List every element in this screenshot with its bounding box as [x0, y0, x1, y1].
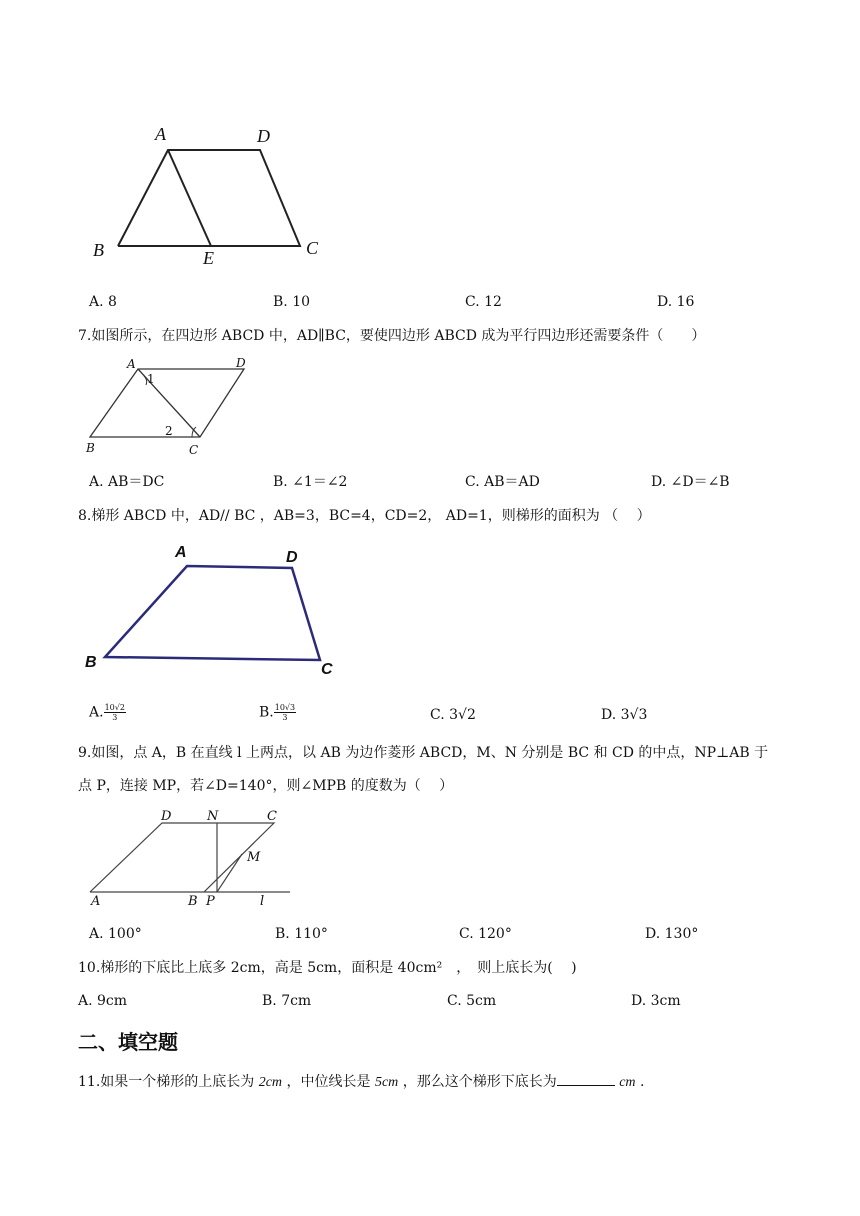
q8-option-b-numerator: 10√3: [274, 703, 296, 712]
q9-question-line1: 9.如图，点 A，B 在直线 l 上两点，以 AB 为边作菱形 ABCD，M、N 分别是 BC 和 CD 的中点，NP⊥AB 于: [78, 745, 769, 761]
q8-option-c: C. 3√2: [430, 707, 476, 723]
figure-q7: [84, 356, 264, 460]
fig8-label-b: B: [85, 654, 97, 671]
q6-option-a: A. 8: [89, 294, 117, 310]
q6-option-b: B. 10: [273, 294, 311, 310]
q8-option-b-prefix: B.: [259, 704, 274, 721]
q11-question: [78, 1071, 644, 1092]
fig9-label-b: B: [188, 894, 198, 909]
q7-option-b: B. ∠1＝∠2: [273, 474, 348, 490]
fig8-trapezoid: [105, 566, 320, 660]
fig9-label-c: C: [267, 809, 277, 824]
q7-option-c: C. AB＝AD: [465, 474, 540, 490]
q8-option-b-denominator: 3: [282, 713, 288, 722]
q8-option-a: [89, 703, 126, 722]
fig6-outline: [118, 150, 300, 246]
fig7-label-a: A: [127, 357, 136, 371]
q8-option-a-prefix: A.: [89, 704, 104, 721]
fig9-label-l: l: [260, 894, 265, 909]
fig8-label-a: A: [175, 544, 187, 561]
q11-part2: ，中位线长是: [282, 1074, 375, 1090]
q8-question: 8.梯形 ABCD 中，AD// BC ，AB=3，BC=4，CD=2， AD=1，则梯形的面积为 （ ）: [78, 508, 651, 524]
q6-option-d: D. 16: [657, 294, 695, 310]
q7-question: 7.如图所示，在四边形 ABCD 中，AD∥BC，要使四边形 ABCD 成为平行四边形还需要条件（ ）: [78, 328, 706, 344]
q10-option-c: C. 5cm: [447, 993, 497, 1009]
q11-unit: cm: [619, 1075, 636, 1090]
fig7-label-2: 2: [165, 424, 173, 438]
q8-option-b: [259, 703, 296, 722]
fig6-label-a: A: [155, 124, 166, 144]
q8-option-d: D. 3√3: [601, 707, 648, 723]
fig9-label-d: D: [161, 809, 172, 824]
q10-option-b: B. 7cm: [262, 993, 312, 1009]
q11-answer-blank[interactable]: [557, 1071, 615, 1086]
q9-option-a: A. 100°: [89, 926, 142, 942]
fig6-segment-ae: [168, 150, 211, 246]
q11-part1: 11.如果一个梯形的上底长为: [78, 1074, 259, 1090]
q10-option-a: A. 9cm: [78, 993, 128, 1009]
q8-option-a-denominator: 3: [112, 713, 118, 722]
fig7-label-c: C: [189, 443, 199, 457]
fig7-label-1: 1: [147, 372, 155, 386]
q7-option-a: A. AB＝DC: [89, 474, 165, 490]
fig8-label-d: D: [286, 549, 298, 566]
q9-option-d: D. 130°: [645, 926, 699, 942]
q10-option-d: D. 3cm: [631, 993, 681, 1009]
figure-q8: [80, 540, 350, 680]
q6-option-c: C. 12: [465, 294, 502, 310]
fig9-segment-mp: [217, 854, 242, 892]
fig8-label-c: C: [321, 661, 333, 678]
q9-option-b: B. 110°: [275, 926, 328, 942]
q9-question-line2: 点 P，连接 MP，若∠D=140°，则∠MPB 的度数为（ ）: [78, 778, 454, 794]
fig7-label-b: B: [86, 441, 95, 455]
q7-option-d: D. ∠D＝∠B: [651, 474, 730, 490]
fig6-label-e: E: [203, 248, 214, 268]
q11-part3: ，那么这个梯形下底长为: [398, 1074, 557, 1090]
fig7-label-d: D: [236, 356, 246, 370]
q10-question: 10.梯形的下底比上底多 2cm，高是 5cm，面积是 40cm² ， 则上底长为( ): [78, 960, 577, 976]
fig6-label-d: D: [257, 126, 270, 146]
q8-option-b-fraction: [274, 703, 296, 722]
fig9-label-p: P: [206, 894, 215, 909]
section-title-fill-in: 二、填空题: [78, 1030, 178, 1054]
q8-option-a-numerator: 10√2: [104, 703, 125, 712]
q11-end: .: [635, 1074, 645, 1090]
q9-option-c: C. 120°: [459, 926, 512, 942]
q11-math-5cm: 5cm: [374, 1075, 399, 1090]
q8-option-a-fraction: [104, 703, 126, 722]
fig9-label-m: M: [247, 850, 261, 865]
fig9-label-n: N: [207, 809, 219, 824]
q11-math-2cm: 2cm: [258, 1075, 283, 1090]
fig6-label-b: B: [93, 240, 104, 260]
fig9-label-a: A: [91, 894, 101, 909]
fig6-label-c: C: [306, 238, 319, 258]
